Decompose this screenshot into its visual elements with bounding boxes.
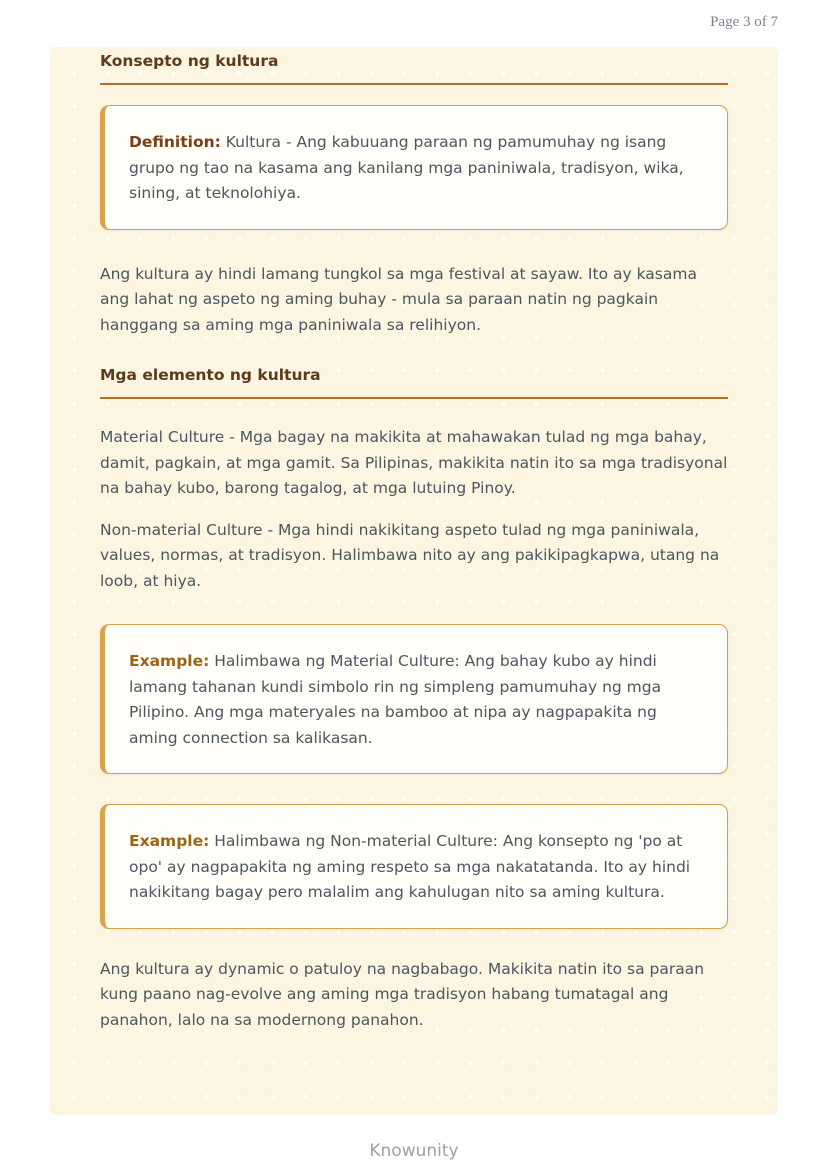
page-indicator: Page 3 of 7 <box>710 14 778 30</box>
knowunity-brand: Knowunity <box>369 1141 459 1161</box>
paragraph-dynamic-culture: Ang kultura ay dynamic o patuloy na nagbabago. Makikita natin ito sa paraan kung paano nag-evolve ang aming mga tradisyon habang tumatagal ang panahon, lalo na sa modernong panahon. <box>100 959 705 1029</box>
paragraph-nonmaterial-culture: Non-material Culture - Mga hindi nakikitang aspeto tulad ng mga paniniwala, values, normas, at tradisyon. Halimbawa nito ay ang pakikipagkapwa, utang na loob, at hiya. <box>100 520 720 590</box>
example-text-material: Halimbawa ng Material Culture: Ang bahay kubo ay hindi lamang tahanan kundi simbolo rin ng simpleng pamumuhay ng mga Pilipino. Ang mga materyales na bamboo at nipa ay nagpapakita ng aming connection sa kalikasan. <box>129 652 662 747</box>
example-label: Example: <box>129 832 210 850</box>
definition-text: Kultura - Ang kabuuang paraan ng pamumuhay ng isang grupo ng tao na kasama ang kanilang mga paniniwala, tradisyon, wika, sining, at teknolohiya. <box>129 133 684 202</box>
section-heading-elemento: Mga elemento ng kultura <box>100 366 728 399</box>
example-box-nonmaterial <box>100 804 728 929</box>
example-text-nonmaterial: Halimbawa ng Non-material Culture: Ang konsepto ng 'po at opo' ay nagpapakita ng aming respeto sa mga nakatatanda. Ito ay hindi nakikitang bagay pero malalim ang kahulugan nito sa aming kultura. <box>129 832 691 901</box>
definition-label: Definition: <box>129 133 221 151</box>
paragraph-kultura-intro: Ang kultura ay hindi lamang tungkol sa mga festival at sayaw. Ito ay kasama ang lahat ng aspeto ng aming buhay - mula sa paraan natin ng pagkain hanggang sa aming mga paniniwala sa relihiyon. <box>100 264 697 334</box>
section-heading-konsepto: Konsepto ng kultura <box>100 52 728 85</box>
example-label: Example: <box>129 652 210 670</box>
paragraph-material-culture: Material Culture - Mga bagay na makikita at mahawakan tulad ng mga bahay, damit, pagkain, at mga gamit. Sa Pilipinas, makikita natin ito sa mga tradisyonal na bahay kubo, barong tagalog, at mga lutuing Pinoy. <box>100 428 728 497</box>
example-box-material <box>100 624 728 774</box>
document-page <box>50 47 778 1115</box>
definition-box <box>100 105 728 230</box>
